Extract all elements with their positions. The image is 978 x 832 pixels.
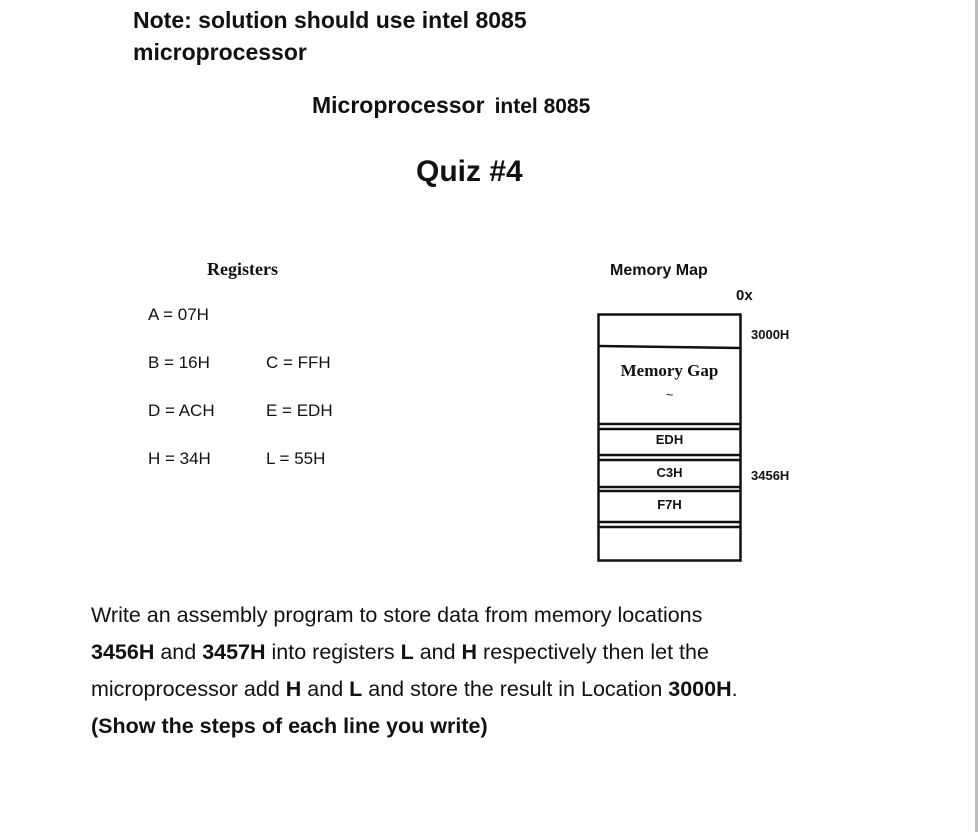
register-l: L = 55H <box>266 449 326 468</box>
register-e: E = EDH <box>266 401 333 420</box>
question-steps: (Show the steps of each line you write) <box>91 714 488 738</box>
note <box>133 4 563 68</box>
subject-heading <box>312 92 590 119</box>
register-c: C = FFH <box>266 353 331 372</box>
address-3456: 3456H <box>751 468 790 483</box>
question-address: 3000H <box>668 677 732 701</box>
question-part: and <box>413 640 462 664</box>
memory-line-top <box>599 346 741 348</box>
memory-cell-f7h: F7H <box>657 497 682 512</box>
question-part: and store the result in Location <box>362 677 669 701</box>
memory-map-title: Memory Map <box>610 262 708 279</box>
memory-cell-edh: EDH <box>655 432 684 447</box>
question-address: 3456H <box>91 640 155 664</box>
memory-map <box>597 313 742 562</box>
question-part: . <box>731 677 738 701</box>
register-b: B = 16H <box>148 353 210 372</box>
subject-small-text: intel 8085 <box>494 95 591 118</box>
question-register: L <box>400 640 414 664</box>
note-line-2: microprocessor <box>133 39 307 65</box>
question-register: H <box>285 677 302 701</box>
question-part: and <box>154 640 203 664</box>
register-d: D = ACH <box>148 401 215 420</box>
question-part: and <box>301 677 350 701</box>
address-3000: 3000H <box>751 327 790 342</box>
question-register: L <box>349 677 363 701</box>
question-part: into registers <box>265 640 401 664</box>
address-prefix: 0x <box>736 287 753 304</box>
question-text <box>91 597 851 745</box>
question-register: H <box>461 640 478 664</box>
memory-cell-c3h: C3H <box>656 465 683 480</box>
memory-gap-label: Memory Gap <box>620 361 719 380</box>
register-a: A = 07H <box>148 305 209 324</box>
subject-text: Microprocessor <box>312 92 485 118</box>
question-part: Write an assembly program to store data from memory locations <box>91 603 703 627</box>
memory-gap-mark: ~ <box>665 387 674 402</box>
question-part: respectively then let the microprocessor add <box>91 640 709 701</box>
note-line-1: Note: solution should use intel 8085 <box>133 7 527 33</box>
register-h: H = 34H <box>148 449 211 468</box>
question-address: 3457H <box>202 640 266 664</box>
quiz-title: Quiz #4 <box>416 155 523 188</box>
registers-title: Registers <box>207 259 278 279</box>
